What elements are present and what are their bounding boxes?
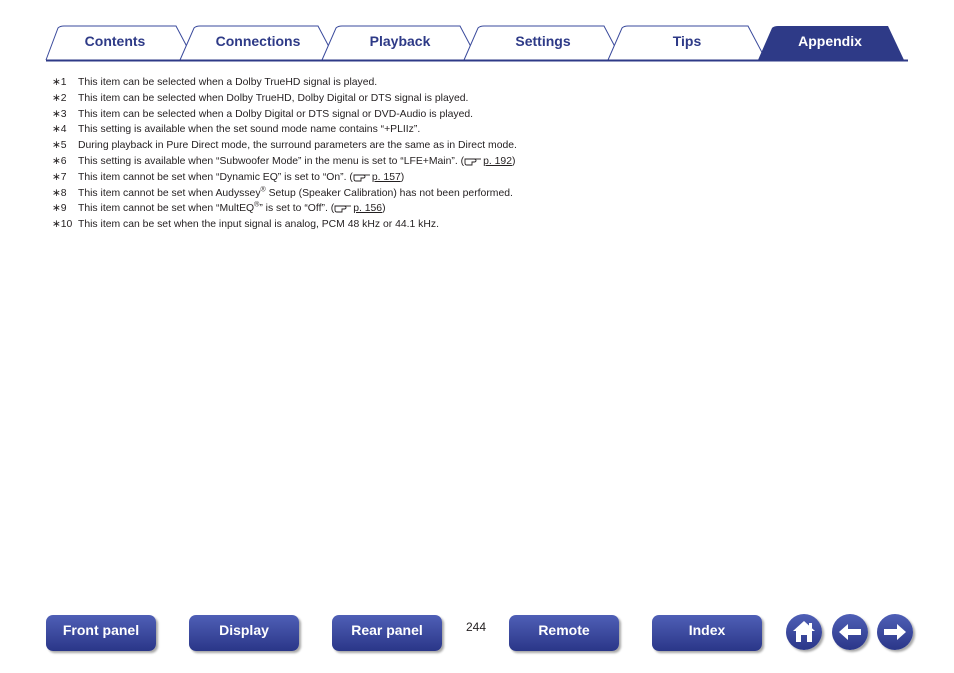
rear-panel-button[interactable]: Rear panel	[332, 615, 442, 651]
top-tab-bar	[0, 0, 954, 64]
page-reference-text: p. 156	[353, 203, 383, 215]
footnote-mark: ∗4	[52, 124, 67, 136]
forward-button[interactable]	[877, 614, 913, 650]
hand-pointer-icon	[353, 171, 371, 182]
footnote-text	[78, 154, 515, 170]
tab-appendix[interactable]: Appendix	[798, 33, 862, 49]
home-button[interactable]	[786, 614, 822, 650]
footnote-text: During playback in Pure Direct mode, the surround parameters are the same as in Direct mode.	[78, 140, 517, 152]
footnote-list	[52, 75, 912, 233]
display-button[interactable]: Display	[189, 615, 299, 651]
footnote-text: This setting is available when the set sound mode name contains “+PLIIz”.	[78, 124, 421, 136]
registered-mark: ®	[254, 201, 260, 209]
page-number: 244	[465, 620, 487, 634]
footnote-mark: ∗10	[52, 219, 73, 231]
index-button[interactable]: Index	[652, 615, 762, 651]
footnote-mark: ∗9	[52, 203, 67, 215]
footnote-text-main: This item cannot be set when “Dynamic EQ” is set to “On”. (	[78, 171, 353, 183]
footnote-text	[78, 201, 386, 217]
footnote-mark: ∗3	[52, 108, 67, 120]
footnote-text: This item can be selected when a Dolby Digital or DTS signal or DVD-Audio is played.	[78, 108, 474, 120]
footnote-item	[52, 107, 912, 123]
tab-settings[interactable]: Settings	[515, 33, 571, 49]
home-icon	[786, 614, 822, 650]
footnote-item	[52, 186, 912, 202]
footnote-text-a: This item cannot be set when “MultEQ	[78, 203, 255, 215]
tab-connections[interactable]: Connections	[215, 33, 301, 49]
page-reference-link[interactable]	[334, 203, 382, 214]
footnote-text-b: ” is set to “Off”. (	[259, 203, 335, 215]
hand-pointer-icon	[464, 155, 482, 166]
footnote-item	[52, 91, 912, 107]
footnote-text	[78, 186, 513, 202]
footnote-text-tail: )	[511, 155, 516, 167]
footnote-text: This item can be selected when Dolby TrueHD, Dolby Digital or DTS signal is played.	[78, 92, 469, 104]
footnote-mark: ∗1	[52, 77, 67, 88]
footnote-item	[52, 122, 912, 138]
front-panel-button[interactable]: Front panel	[46, 615, 156, 651]
registered-mark: ®	[260, 186, 266, 194]
page-reference-link[interactable]	[464, 156, 512, 167]
arrow-left-icon	[832, 614, 868, 650]
page-reference-text: p. 192	[483, 155, 512, 167]
footnote-mark: ∗2	[52, 92, 67, 104]
footnote-text-tail: )	[400, 171, 405, 183]
hand-pointer-icon	[334, 202, 352, 213]
footnote-item	[52, 217, 912, 233]
tab-contents[interactable]: Contents	[84, 33, 146, 49]
footnote-text: This item can be set when the input signal is analog, PCM 48 kHz or 44.1 kHz.	[78, 219, 439, 231]
tab-tips[interactable]: Tips	[672, 33, 702, 49]
footnote-text: This item can be selected when a Dolby TrueHD signal is played.	[78, 77, 378, 88]
back-button[interactable]	[832, 614, 868, 650]
footnote-text-b: Setup (Speaker Calibration) has not been performed.	[265, 187, 513, 199]
footnote-mark: ∗5	[52, 140, 67, 152]
page-reference-link[interactable]	[353, 172, 401, 183]
footnote-item	[52, 170, 912, 186]
footnote-item	[52, 154, 912, 170]
footnote-item	[52, 138, 912, 154]
footnote-item	[52, 75, 912, 91]
footnote-text-a: This item cannot be set when Audyssey	[78, 187, 261, 199]
footnote-item	[52, 201, 912, 217]
footnote-mark: ∗7	[52, 171, 67, 183]
footnote-text-main: This setting is available when “Subwoofer Mode” in the menu is set to “LFE+Main”. (	[78, 155, 465, 167]
footnote-mark: ∗6	[52, 155, 67, 167]
footnote-mark: ∗8	[52, 187, 67, 199]
page-reference-text: p. 157	[371, 171, 401, 183]
footnote-text	[78, 170, 404, 186]
tab-playback[interactable]: Playback	[369, 33, 431, 49]
remote-button[interactable]: Remote	[509, 615, 619, 651]
arrow-right-icon	[877, 614, 913, 650]
footnote-text-tail: )	[382, 203, 386, 215]
